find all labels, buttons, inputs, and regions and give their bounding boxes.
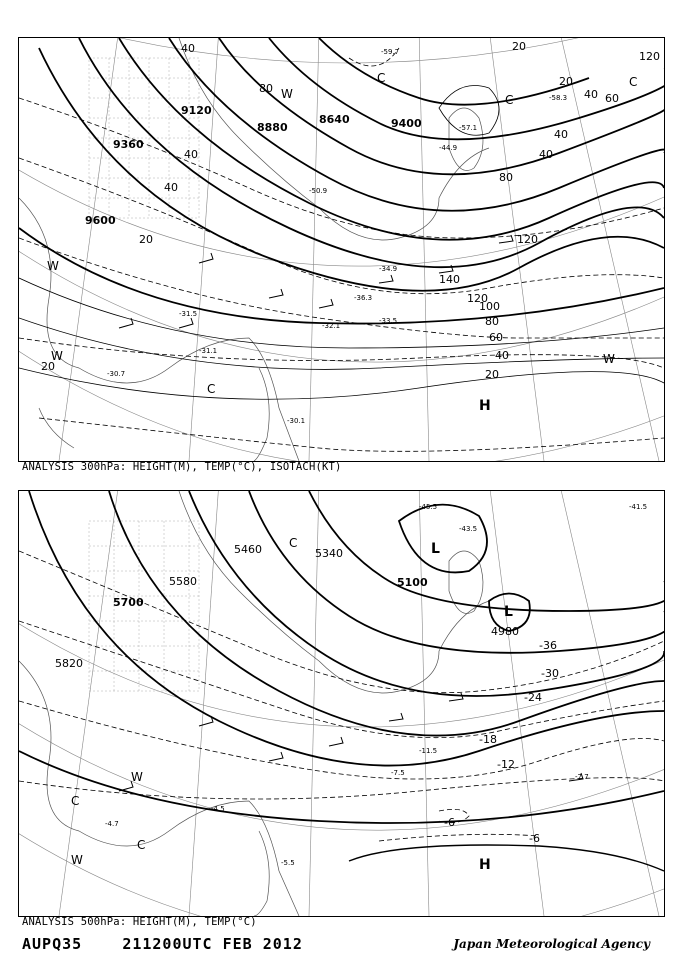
height-label: 5460 (234, 543, 262, 556)
isotach-label: 40 (539, 148, 553, 161)
isotach-label: 40 (164, 181, 178, 194)
isotach-label: 40 (495, 349, 509, 362)
chart-datetime: 211200UTC FEB 2012 (122, 935, 303, 953)
obs-label: -41.5 (629, 503, 648, 511)
isotherm-label: -30 (541, 667, 559, 680)
cold-symbol: C (137, 838, 146, 852)
agency-name: Japan Meteorological Agency (453, 937, 650, 951)
temp-label: -30.7 (107, 370, 126, 378)
temp-label: -33.5 (379, 317, 398, 325)
temp-label: -50.9 (309, 187, 328, 195)
obs-label: -43.5 (459, 525, 478, 533)
footer-chart-id (22, 935, 303, 953)
isotach-label: 80 (499, 171, 513, 184)
obs-label: -4.5 (211, 805, 225, 813)
height-label: 5580 (169, 575, 197, 588)
height-label: 8640 (319, 113, 350, 126)
chart-300hpa (18, 37, 665, 462)
height-label: 5700 (113, 596, 144, 609)
isotach-label: 120 (467, 292, 488, 305)
cold-symbol: C (71, 794, 80, 808)
temp-label: -31.1 (199, 347, 218, 355)
isotach-label: 60 (605, 92, 619, 105)
isotach-label: 100 (479, 300, 500, 313)
cold-symbol: C (505, 93, 514, 107)
isotherm-label: -36 (539, 639, 557, 652)
map-300hpa (19, 38, 664, 461)
isotach-label: 40 (181, 42, 195, 55)
height-label: 5340 (315, 547, 343, 560)
temp-label: -31.5 (179, 310, 198, 318)
caption-500hpa: ANALYSIS 500hPa: HEIGHT(M), TEMP(°C) (22, 916, 257, 928)
warm-symbol: W (71, 853, 83, 867)
height-label: 9600 (85, 214, 116, 227)
warm-symbol: W (131, 770, 143, 784)
temp-label: -32.1 (322, 322, 341, 330)
high-pressure-symbol: H (479, 398, 491, 414)
obs-label: -11.5 (419, 747, 438, 755)
height-label: 9400 (391, 117, 422, 130)
isotach-label: 140 (439, 273, 460, 286)
isotherm-label: -12 (497, 758, 515, 771)
warm-symbol: W (47, 259, 59, 273)
temp-label: -58.3 (549, 94, 568, 102)
chart-code: AUPQ35 (22, 935, 83, 953)
height-contours (19, 491, 664, 823)
cold-symbol: C (377, 71, 386, 85)
temp-label: -44.9 (439, 144, 458, 152)
isotach-label: 80 (485, 315, 499, 328)
high-pressure-symbol: H (479, 857, 491, 873)
low-pressure-symbol: L (431, 541, 440, 557)
caption-300hpa: ANALYSIS 300hPa: HEIGHT(M), TEMP(°C), ISOTACH(KT) (22, 461, 342, 473)
isotach-label: 80 (259, 82, 273, 95)
height-label: 9120 (181, 104, 212, 117)
isotherm-label: -24 (524, 691, 542, 704)
height-label: 9360 (113, 138, 144, 151)
obs-label: -5.5 (281, 859, 295, 867)
obs-label: -7.5 (391, 769, 405, 777)
isotach-label: 20 (559, 75, 573, 88)
obs-label: -7.7 (575, 773, 589, 781)
temp-label: -57.1 (459, 124, 478, 132)
high-contour (349, 845, 664, 871)
temp-label: -59.7 (381, 48, 400, 56)
isotach-label: 120 (517, 233, 538, 246)
isotach-label: 120 (639, 50, 660, 63)
obs-label: -45.5 (419, 503, 438, 511)
height-label: 8880 (257, 121, 288, 134)
isotach-label: 20 (139, 233, 153, 246)
temp-label: -34.9 (379, 265, 398, 273)
map-500hpa (19, 491, 664, 916)
warm-symbol: W (281, 87, 293, 101)
temp-label: -36.3 (354, 294, 373, 302)
cold-symbol: C (289, 536, 298, 550)
height-label: 5100 (397, 576, 428, 589)
isotach-label: 40 (184, 148, 198, 161)
warm-symbol: W (603, 352, 615, 366)
isotach-label: 60 (489, 331, 503, 344)
isotach-label: 20 (485, 368, 499, 381)
isotherm-label: -18 (479, 733, 497, 746)
isotach-label: 20 (512, 40, 526, 53)
height-labels-500 (55, 543, 519, 670)
obs-labels-500 (105, 503, 647, 867)
height-label: 4980 (491, 625, 519, 638)
isotherm-label: -6 (529, 832, 540, 845)
chart-500hpa (18, 490, 665, 917)
low-pressure-symbol: L (504, 604, 513, 620)
obs-label: -4.7 (105, 820, 119, 828)
jet-hatch (89, 521, 199, 691)
isotach-label: 40 (554, 128, 568, 141)
isotherm-label: -6 (444, 816, 455, 829)
warm-symbol: W (51, 349, 63, 363)
cold-symbol: C (629, 75, 638, 89)
isotach-label: 20 (41, 360, 55, 373)
coastline (19, 38, 489, 461)
isotach-label: 40 (584, 88, 598, 101)
temp-label: -30.1 (287, 417, 306, 425)
height-labels-300 (85, 104, 422, 227)
wind-barbs (119, 693, 583, 791)
height-label: 5820 (55, 657, 83, 670)
cold-symbol: C (207, 382, 216, 396)
